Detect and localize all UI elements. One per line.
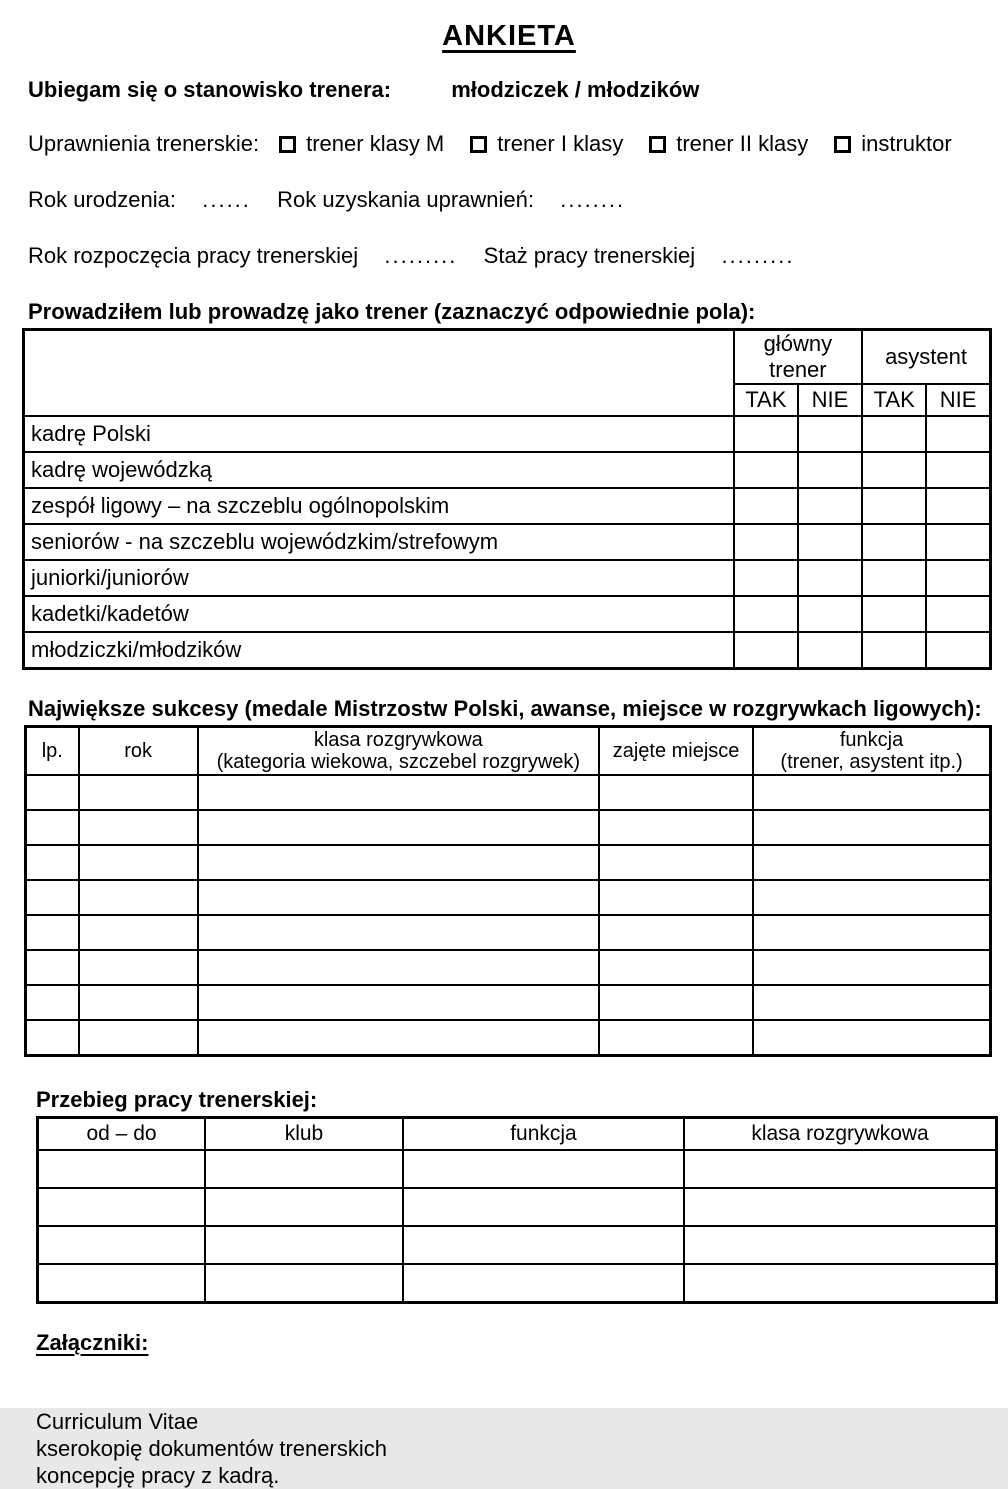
table-row [26, 810, 991, 845]
asystent-nie-cell[interactable] [926, 452, 990, 488]
coached-table-title: Prowadziłem lub prowadzę jako trener (zaznaczyć odpowiednie pola): [28, 299, 756, 324]
asystent-tak-cell[interactable] [862, 416, 926, 452]
glowny-trener-tak-cell[interactable] [734, 596, 798, 632]
table-row [38, 1150, 997, 1188]
coached-subheader-tak: TAK [862, 384, 926, 416]
rok-cell[interactable] [79, 985, 198, 1020]
funkcja-cell[interactable] [403, 1226, 684, 1264]
table-row [26, 880, 991, 915]
successes-header-lp: lp. [26, 727, 79, 776]
asystent-nie-cell[interactable] [926, 488, 990, 524]
successes-header-miejsce: zajęte miejsce [599, 727, 753, 776]
checkbox-trener-klasy-m[interactable] [279, 136, 296, 153]
funkcja-cell[interactable] [753, 985, 990, 1020]
glowny-trener-nie-cell[interactable] [798, 560, 862, 596]
glowny-trener-nie-cell[interactable] [798, 416, 862, 452]
asystent-nie-cell[interactable] [926, 524, 990, 560]
coached-subheader-tak: TAK [734, 384, 798, 416]
klasa-cell[interactable] [198, 985, 599, 1020]
coached-category-label: kadetki/kadetów [24, 596, 734, 632]
lp-cell[interactable] [26, 915, 79, 950]
successes-header-klasa: klasa rozgrywkowa (kategoria wiekowa, szczebel rozgrywek) [198, 727, 599, 776]
career-start-label: Rok rozpoczęcia pracy trenerskiej [28, 243, 359, 268]
miejsce-cell[interactable] [599, 1020, 753, 1056]
career-table-title: Przebieg pracy trenerskiej: [36, 1087, 318, 1112]
asystent-nie-cell[interactable] [926, 560, 990, 596]
attachment-item: koncepcję pracy z kadrą. [36, 1463, 280, 1488]
lp-cell[interactable] [26, 985, 79, 1020]
glowny-trener-tak-cell[interactable] [734, 416, 798, 452]
coached-category-label: kadrę wojewódzką [24, 452, 734, 488]
table-row [24, 560, 991, 596]
successes-header-funkcja: funkcja (trener, asystent itp.) [753, 727, 990, 776]
option-trener-i-klasy[interactable] [470, 131, 623, 157]
klasa-cell[interactable] [198, 810, 599, 845]
successes-header-rok: rok [79, 727, 198, 776]
coached-category-label: młodziczki/młodzików [24, 632, 734, 669]
coached-category-label: zespół ligowy – na szczeblu ogólnopolskim [24, 488, 734, 524]
klasa-cell[interactable] [198, 1020, 599, 1056]
od-do-cell[interactable] [38, 1188, 206, 1226]
table-row [26, 915, 991, 950]
option-label: trener II klasy [676, 131, 809, 156]
klasa-cell[interactable] [198, 775, 599, 810]
rok-cell[interactable] [79, 845, 198, 880]
funkcja-cell[interactable] [753, 915, 990, 950]
option-instruktor[interactable] [834, 131, 951, 157]
rok-cell[interactable] [79, 775, 198, 810]
glowny-trener-tak-cell[interactable] [734, 560, 798, 596]
glowny-trener-tak-cell[interactable] [734, 488, 798, 524]
coached-subheader-nie: NIE [798, 384, 862, 416]
glowny-trener-tak-cell[interactable] [734, 452, 798, 488]
coached-table [22, 328, 992, 670]
funkcja-cell[interactable] [403, 1150, 684, 1188]
rok-cell[interactable] [79, 950, 198, 985]
qualifications-line [28, 131, 990, 157]
klasa-cell[interactable] [198, 845, 599, 880]
table-row [26, 985, 991, 1020]
table-row [24, 524, 991, 560]
option-label: trener klasy M [306, 131, 445, 156]
klasa-cell[interactable] [684, 1150, 996, 1188]
glowny-trener-nie-cell[interactable] [798, 524, 862, 560]
asystent-tak-cell[interactable] [862, 524, 926, 560]
coached-category-label: juniorki/juniorów [24, 560, 734, 596]
lp-cell[interactable] [26, 1020, 79, 1056]
klasa-cell[interactable] [684, 1226, 996, 1264]
coached-category-label: kadrę Polski [24, 416, 734, 452]
funkcja-cell[interactable] [753, 950, 990, 985]
attachments-title: Załączniki: [36, 1330, 149, 1355]
od-do-cell[interactable] [38, 1226, 206, 1264]
miejsce-cell[interactable] [599, 950, 753, 985]
career-header-klasa: klasa rozgrywkowa [684, 1118, 996, 1151]
birth-year-field[interactable]: ...... [202, 187, 251, 212]
funkcja-cell[interactable] [753, 775, 990, 810]
asystent-tak-cell[interactable] [862, 488, 926, 524]
option-trener-ii-klasy[interactable] [649, 131, 808, 157]
klasa-cell[interactable] [198, 915, 599, 950]
miejsce-cell[interactable] [599, 985, 753, 1020]
attachment-item: Curriculum Vitae [36, 1409, 199, 1434]
qualification-year-label: Rok uzyskania uprawnień: [277, 187, 534, 212]
glowny-trener-nie-cell[interactable] [798, 596, 862, 632]
page-title: ANKIETA [442, 20, 576, 52]
rok-cell[interactable] [79, 915, 198, 950]
funkcja-cell[interactable] [753, 1020, 990, 1056]
klub-cell[interactable] [205, 1150, 403, 1188]
lp-cell[interactable] [26, 845, 79, 880]
rok-cell[interactable] [79, 810, 198, 845]
asystent-nie-cell[interactable] [926, 596, 990, 632]
coached-subheader-nie: NIE [926, 384, 990, 416]
klub-cell[interactable] [205, 1188, 403, 1226]
table-row [26, 775, 991, 810]
qualifications-label: Uprawnienia trenerskie: [28, 131, 260, 156]
birth-year-line [28, 187, 990, 213]
funkcja-cell[interactable] [753, 880, 990, 915]
career-header-od-do: od – do [38, 1118, 206, 1151]
table-row [26, 845, 991, 880]
attachments-list [36, 1408, 990, 1489]
coached-header-glowny-trener: główny trener [734, 330, 862, 385]
seniority-field[interactable]: ......... [721, 243, 795, 268]
funkcja-cell[interactable] [403, 1264, 684, 1303]
table-row [26, 950, 991, 985]
coached-category-label: seniorów - na szczeblu wojewódzkim/strefowym [24, 524, 734, 560]
klasa-cell[interactable] [684, 1188, 996, 1226]
table-row [38, 1226, 997, 1264]
rok-cell[interactable] [79, 1020, 198, 1056]
asystent-nie-cell[interactable] [926, 416, 990, 452]
checkbox-trener-i-klasy[interactable] [470, 136, 487, 153]
table-row [38, 1264, 997, 1303]
career-start-field[interactable]: ......... [384, 243, 458, 268]
glowny-trener-nie-cell[interactable] [798, 452, 862, 488]
miejsce-cell[interactable] [599, 845, 753, 880]
rok-cell[interactable] [79, 880, 198, 915]
asystent-nie-cell[interactable] [926, 632, 990, 669]
checkbox-trener-ii-klasy[interactable] [649, 136, 666, 153]
od-do-cell[interactable] [38, 1264, 206, 1303]
table-row [24, 416, 991, 452]
asystent-tak-cell[interactable] [862, 560, 926, 596]
option-trener-klasy-m[interactable] [279, 131, 444, 157]
successes-table-title: Największe sukcesy (medale Mistrzostw Polski, awanse, miejsce w rozgrywkach ligowych): [28, 696, 982, 721]
table-row [38, 1188, 997, 1226]
successes-table [24, 725, 992, 1057]
lp-cell[interactable] [26, 950, 79, 985]
position-value: młodziczek / młodzików [451, 77, 700, 102]
attachment-item: kserokopię dokumentów trenerskich [36, 1436, 387, 1461]
table-row [24, 488, 991, 524]
od-do-cell[interactable] [38, 1150, 206, 1188]
qualification-year-field[interactable]: ........ [560, 187, 626, 212]
klub-cell[interactable] [205, 1264, 403, 1303]
asystent-tak-cell[interactable] [862, 632, 926, 669]
miejsce-cell[interactable] [599, 810, 753, 845]
lp-cell[interactable] [26, 880, 79, 915]
table-row [24, 632, 991, 669]
position-label: Ubiegam się o stanowisko trenera: [28, 77, 392, 102]
birth-year-label: Rok urodzenia: [28, 187, 176, 212]
funkcja-cell[interactable] [403, 1188, 684, 1226]
klasa-cell[interactable] [198, 880, 599, 915]
funkcja-cell[interactable] [753, 845, 990, 880]
miejsce-cell[interactable] [599, 880, 753, 915]
klasa-cell[interactable] [198, 950, 599, 985]
option-label: trener I klasy [497, 131, 624, 156]
career-start-line [28, 243, 990, 269]
asystent-tak-cell[interactable] [862, 596, 926, 632]
lp-cell[interactable] [26, 810, 79, 845]
miejsce-cell[interactable] [599, 915, 753, 950]
checkbox-instruktor[interactable] [834, 136, 851, 153]
position-line [28, 77, 990, 103]
career-table [36, 1116, 998, 1304]
glowny-trener-nie-cell[interactable] [798, 632, 862, 669]
table-row [24, 452, 991, 488]
klasa-cell[interactable] [684, 1264, 996, 1303]
asystent-tak-cell[interactable] [862, 452, 926, 488]
glowny-trener-tak-cell[interactable] [734, 632, 798, 669]
seniority-label: Staż pracy trenerskiej [483, 243, 696, 268]
table-row [24, 596, 991, 632]
klub-cell[interactable] [205, 1226, 403, 1264]
funkcja-cell[interactable] [753, 810, 990, 845]
career-header-klub: klub [205, 1118, 403, 1151]
lp-cell[interactable] [26, 775, 79, 810]
glowny-trener-tak-cell[interactable] [734, 524, 798, 560]
career-header-funkcja: funkcja [403, 1118, 684, 1151]
miejsce-cell[interactable] [599, 775, 753, 810]
glowny-trener-nie-cell[interactable] [798, 488, 862, 524]
table-row [26, 1020, 991, 1056]
coached-header-empty [24, 330, 734, 417]
coached-header-asystent: asystent [862, 330, 990, 385]
option-label: instruktor [861, 131, 952, 156]
